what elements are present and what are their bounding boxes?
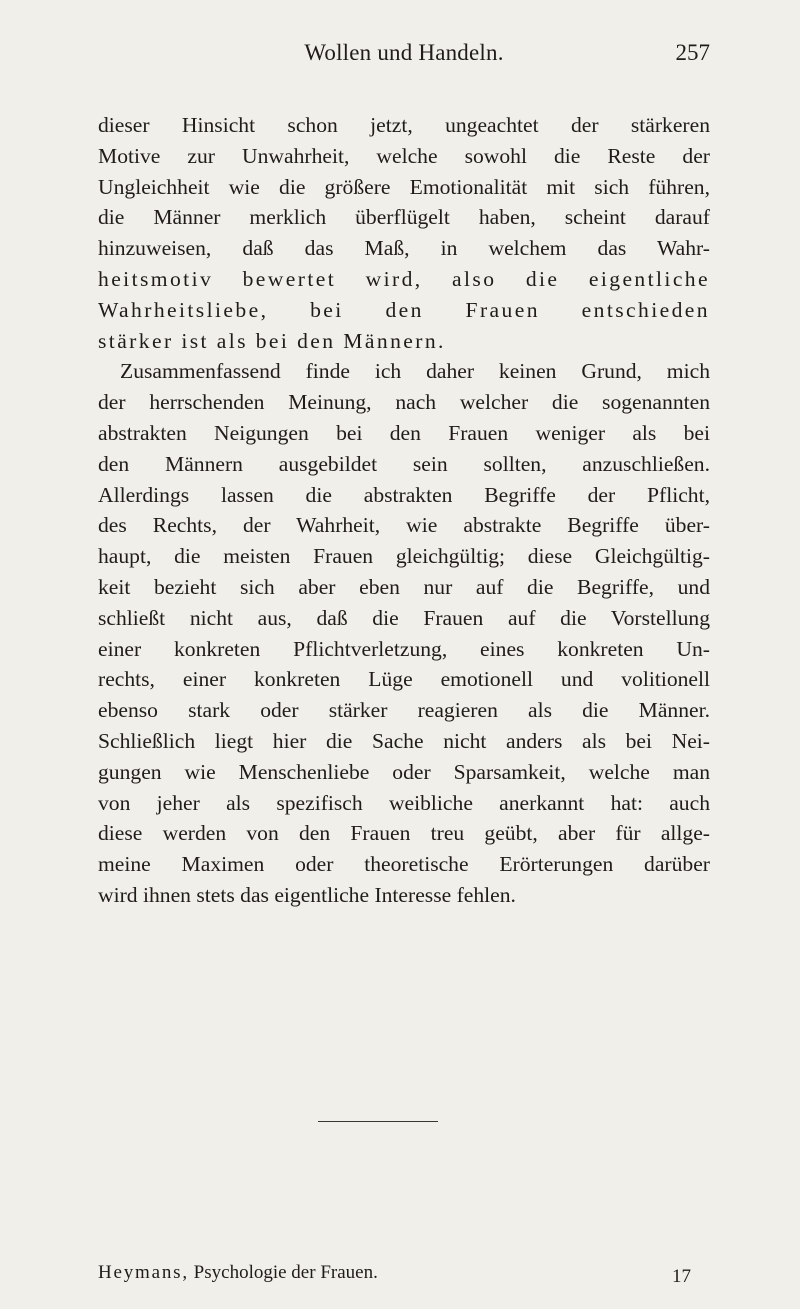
text-line: die Männer merklich überflügelt haben, scheint darauf	[98, 205, 710, 230]
text-line: schließt nicht aus, daß die Frauen auf die Vorstellung	[98, 605, 710, 630]
text-line: ebenso stark oder stärker reagieren als die Männer.	[98, 698, 710, 723]
text-line: des Rechts, der Wahrheit, wie abstrakte Begriffe über-	[98, 513, 710, 538]
text-line: keit bezieht sich aber eben nur auf die Begriffe, und	[98, 574, 710, 599]
text-line: meine Maximen oder theoretische Erörterungen darüber	[98, 852, 710, 877]
running-title: Wollen und Handeln.	[304, 40, 504, 65]
text-line-spaced: Wahrheitsliebe, bei den Frauen entschieden	[98, 297, 710, 322]
text-line: gungen wie Menschenliebe oder Sparsamkeit, welche man	[98, 759, 710, 784]
text-line: wird ihnen stets das eigentliche Interesse fehlen.	[98, 882, 516, 907]
signature-author: Heymans,	[98, 1262, 189, 1283]
text-line: der herrschenden Meinung, nach welcher die sogenannten	[98, 390, 710, 415]
text-line: von jeher als spezifisch weibliche anerkannt hat: auch	[98, 790, 710, 815]
page-number: 257	[675, 40, 710, 65]
footnote-rule	[318, 1121, 438, 1122]
text-line: Allerdings lassen die abstrakten Begriffe der Pflicht,	[98, 482, 710, 507]
text-line: abstrakten Neigungen bei den Frauen weniger als bei	[98, 420, 710, 445]
signature-book-title: Psychologie der Frauen.	[193, 1262, 378, 1283]
text-line: rechts, einer konkreten Lüge emotionell und volitionell	[98, 667, 710, 692]
text-line: den Männern ausgebildet sein sollten, anzuschließen.	[98, 451, 710, 476]
text-line-spaced: stärker ist als bei den Männern.	[98, 328, 446, 353]
paragraph-start-line: Zusammenfassend finde ich daher keinen Grund, mich	[120, 359, 710, 384]
printer-signature	[98, 1262, 378, 1284]
text-line: hinzuweisen, daß das Maß, in welchem das Wahr-	[98, 236, 710, 261]
text-line: Schließlich liegt hier die Sache nicht anders als bei Nei-	[98, 728, 710, 753]
signature-number: 17	[672, 1266, 691, 1287]
running-head	[98, 40, 710, 74]
text-line: Motive zur Unwahrheit, welche sowohl die Reste der	[98, 143, 710, 168]
body-text	[98, 110, 710, 911]
text-line: diese werden von den Frauen treu geübt, aber für allge-	[98, 821, 710, 846]
text-line: Ungleichheit wie die größere Emotionalität mit sich führen,	[98, 174, 710, 199]
text-line: dieser Hinsicht schon jetzt, ungeachtet der stärkeren	[98, 113, 710, 137]
text-line: haupt, die meisten Frauen gleichgültig; diese Gleichgültig-	[98, 544, 710, 569]
text-line: einer konkreten Pflichtverletzung, eines konkreten Un-	[98, 636, 710, 661]
text-line-spaced: heitsmotiv bewertet wird, also die eigentliche	[98, 266, 710, 291]
